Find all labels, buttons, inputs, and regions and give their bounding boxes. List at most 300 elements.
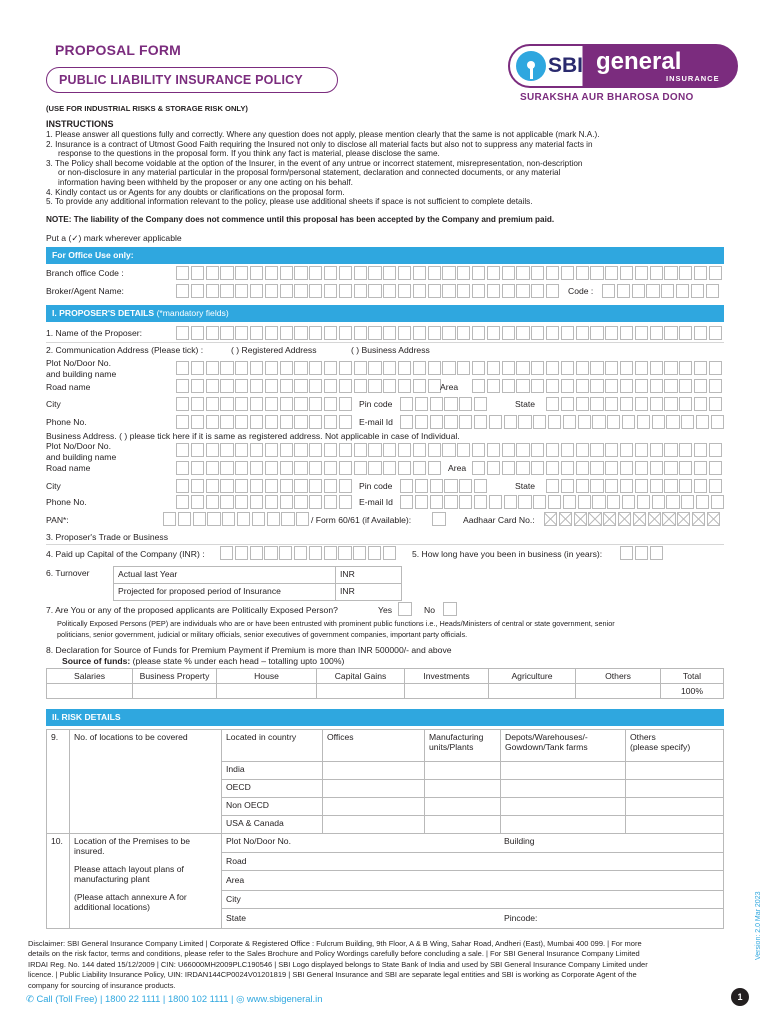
char-box[interactable] xyxy=(250,479,263,493)
char-box[interactable] xyxy=(664,479,677,493)
char-box[interactable] xyxy=(561,266,574,280)
char-box[interactable] xyxy=(324,415,337,429)
char-box[interactable] xyxy=(531,326,544,340)
char-box[interactable] xyxy=(191,415,204,429)
char-box[interactable] xyxy=(354,379,367,393)
char-box[interactable] xyxy=(709,326,722,340)
char-box[interactable] xyxy=(707,512,720,526)
bus-state-boxes[interactable] xyxy=(546,479,724,493)
char-box[interactable] xyxy=(250,361,263,375)
char-box[interactable] xyxy=(487,361,500,375)
phone-boxes[interactable] xyxy=(176,415,354,429)
char-box[interactable] xyxy=(309,461,322,475)
cell[interactable] xyxy=(323,762,425,780)
char-box[interactable] xyxy=(176,479,189,493)
char-box[interactable] xyxy=(207,512,220,526)
char-box[interactable] xyxy=(220,397,233,411)
char-box[interactable] xyxy=(588,512,601,526)
char-box[interactable] xyxy=(250,415,263,429)
char-box[interactable] xyxy=(516,284,529,298)
char-box[interactable] xyxy=(309,379,322,393)
char-box[interactable] xyxy=(620,461,633,475)
char-box[interactable] xyxy=(206,461,219,475)
char-box[interactable] xyxy=(487,443,500,457)
char-box[interactable] xyxy=(516,461,529,475)
char-box[interactable] xyxy=(309,546,322,560)
char-box[interactable] xyxy=(472,461,485,475)
char-box[interactable] xyxy=(459,397,472,411)
char-box[interactable] xyxy=(590,379,603,393)
char-box[interactable] xyxy=(324,361,337,375)
char-box[interactable] xyxy=(650,546,663,560)
char-box[interactable] xyxy=(618,512,631,526)
char-box[interactable] xyxy=(676,284,689,298)
char-box[interactable] xyxy=(661,284,674,298)
char-box[interactable] xyxy=(191,461,204,475)
char-box[interactable] xyxy=(415,415,428,429)
char-box[interactable] xyxy=(620,361,633,375)
char-box[interactable] xyxy=(354,266,367,280)
char-box[interactable] xyxy=(679,379,692,393)
char-box[interactable] xyxy=(339,326,352,340)
char-box[interactable] xyxy=(415,495,428,509)
char-box[interactable] xyxy=(354,443,367,457)
char-box[interactable] xyxy=(176,284,189,298)
cell[interactable] xyxy=(323,816,425,834)
cell[interactable] xyxy=(501,816,626,834)
char-box[interactable] xyxy=(413,284,426,298)
cell[interactable] xyxy=(425,798,501,816)
char-box[interactable] xyxy=(531,443,544,457)
char-box[interactable] xyxy=(324,326,337,340)
char-box[interactable] xyxy=(620,397,633,411)
char-box[interactable] xyxy=(235,379,248,393)
char-box[interactable] xyxy=(339,397,352,411)
char-box[interactable] xyxy=(578,415,591,429)
char-box[interactable] xyxy=(516,379,529,393)
char-box[interactable] xyxy=(383,266,396,280)
char-box[interactable] xyxy=(620,546,633,560)
char-box[interactable] xyxy=(662,512,675,526)
char-box[interactable] xyxy=(339,361,352,375)
char-box[interactable] xyxy=(664,326,677,340)
char-box[interactable] xyxy=(400,495,413,509)
char-box[interactable] xyxy=(280,266,293,280)
char-box[interactable] xyxy=(250,326,263,340)
char-box[interactable] xyxy=(191,443,204,457)
char-box[interactable] xyxy=(383,461,396,475)
char-box[interactable] xyxy=(250,443,263,457)
char-box[interactable] xyxy=(472,284,485,298)
char-box[interactable] xyxy=(206,266,219,280)
char-box[interactable] xyxy=(666,495,679,509)
char-box[interactable] xyxy=(457,326,470,340)
char-box[interactable] xyxy=(502,379,515,393)
cell[interactable] xyxy=(425,762,501,780)
char-box[interactable] xyxy=(265,397,278,411)
sof-cell[interactable] xyxy=(217,684,317,699)
char-box[interactable] xyxy=(502,266,515,280)
char-box[interactable] xyxy=(472,266,485,280)
char-box[interactable] xyxy=(265,361,278,375)
char-box[interactable] xyxy=(250,379,263,393)
char-box[interactable] xyxy=(220,415,233,429)
bus-pin-boxes[interactable] xyxy=(400,479,489,493)
char-box[interactable] xyxy=(353,546,366,560)
char-box[interactable] xyxy=(561,326,574,340)
char-box[interactable] xyxy=(489,495,502,509)
char-box[interactable] xyxy=(561,379,574,393)
char-box[interactable] xyxy=(413,361,426,375)
char-box[interactable] xyxy=(622,415,635,429)
char-box[interactable] xyxy=(442,443,455,457)
char-box[interactable] xyxy=(368,379,381,393)
char-box[interactable] xyxy=(635,266,648,280)
char-box[interactable] xyxy=(605,397,618,411)
char-box[interactable] xyxy=(576,479,589,493)
char-box[interactable] xyxy=(354,361,367,375)
registered-address-option[interactable]: ( ) Registered Address xyxy=(231,345,317,355)
char-box[interactable] xyxy=(280,284,293,298)
char-box[interactable] xyxy=(428,461,441,475)
char-box[interactable] xyxy=(398,266,411,280)
char-box[interactable] xyxy=(576,361,589,375)
char-box[interactable] xyxy=(235,266,248,280)
char-box[interactable] xyxy=(430,397,443,411)
char-box[interactable] xyxy=(635,443,648,457)
char-box[interactable] xyxy=(709,461,722,475)
char-box[interactable] xyxy=(709,361,722,375)
char-box[interactable] xyxy=(206,379,219,393)
sof-cell[interactable] xyxy=(576,684,661,699)
char-box[interactable] xyxy=(309,443,322,457)
char-box[interactable] xyxy=(176,495,189,509)
char-box[interactable] xyxy=(548,495,561,509)
bus-city-boxes[interactable] xyxy=(176,479,354,493)
char-box[interactable] xyxy=(383,546,396,560)
char-box[interactable] xyxy=(442,266,455,280)
char-box[interactable] xyxy=(694,479,707,493)
capital-boxes[interactable] xyxy=(220,546,398,560)
char-box[interactable] xyxy=(546,443,559,457)
char-box[interactable] xyxy=(383,361,396,375)
char-box[interactable] xyxy=(265,284,278,298)
char-box[interactable] xyxy=(280,415,293,429)
char-box[interactable] xyxy=(324,546,337,560)
char-box[interactable] xyxy=(383,284,396,298)
char-box[interactable] xyxy=(559,512,572,526)
char-box[interactable] xyxy=(487,326,500,340)
char-box[interactable] xyxy=(280,443,293,457)
cell[interactable] xyxy=(501,798,626,816)
char-box[interactable] xyxy=(635,461,648,475)
char-box[interactable] xyxy=(250,495,263,509)
char-box[interactable] xyxy=(252,512,265,526)
char-box[interactable] xyxy=(324,284,337,298)
char-box[interactable] xyxy=(338,546,351,560)
char-box[interactable] xyxy=(280,326,293,340)
char-box[interactable] xyxy=(502,326,515,340)
char-box[interactable] xyxy=(309,479,322,493)
char-box[interactable] xyxy=(413,461,426,475)
sof-cell[interactable] xyxy=(47,684,133,699)
char-box[interactable] xyxy=(489,415,502,429)
char-box[interactable] xyxy=(652,415,665,429)
char-box[interactable] xyxy=(709,379,722,393)
char-box[interactable] xyxy=(561,479,574,493)
char-box[interactable] xyxy=(709,443,722,457)
char-box[interactable] xyxy=(546,284,559,298)
char-box[interactable] xyxy=(646,284,659,298)
char-box[interactable] xyxy=(281,512,294,526)
char-box[interactable] xyxy=(605,361,618,375)
char-box[interactable] xyxy=(400,479,413,493)
char-box[interactable] xyxy=(176,415,189,429)
code-boxes[interactable] xyxy=(602,284,720,298)
char-box[interactable] xyxy=(398,461,411,475)
char-box[interactable] xyxy=(294,443,307,457)
char-box[interactable] xyxy=(472,379,485,393)
char-box[interactable] xyxy=(504,415,517,429)
char-box[interactable] xyxy=(459,415,472,429)
char-box[interactable] xyxy=(265,479,278,493)
char-box[interactable] xyxy=(444,397,457,411)
char-box[interactable] xyxy=(206,361,219,375)
char-box[interactable] xyxy=(590,266,603,280)
char-box[interactable] xyxy=(696,495,709,509)
char-box[interactable] xyxy=(250,546,263,560)
char-box[interactable] xyxy=(442,284,455,298)
char-box[interactable] xyxy=(502,284,515,298)
char-box[interactable] xyxy=(561,361,574,375)
char-box[interactable] xyxy=(592,415,605,429)
char-box[interactable] xyxy=(590,397,603,411)
char-box[interactable] xyxy=(546,326,559,340)
cell[interactable] xyxy=(501,780,626,798)
char-box[interactable] xyxy=(235,443,248,457)
char-box[interactable] xyxy=(206,415,219,429)
char-box[interactable] xyxy=(235,326,248,340)
char-box[interactable] xyxy=(637,415,650,429)
char-box[interactable] xyxy=(516,266,529,280)
char-box[interactable] xyxy=(309,495,322,509)
char-box[interactable] xyxy=(502,461,515,475)
cell[interactable] xyxy=(323,780,425,798)
char-box[interactable] xyxy=(368,284,381,298)
char-box[interactable] xyxy=(383,443,396,457)
char-box[interactable] xyxy=(620,379,633,393)
char-box[interactable] xyxy=(679,479,692,493)
char-box[interactable] xyxy=(664,379,677,393)
char-box[interactable] xyxy=(531,461,544,475)
char-box[interactable] xyxy=(711,415,724,429)
char-box[interactable] xyxy=(648,512,661,526)
form60-checkbox[interactable] xyxy=(432,512,446,526)
char-box[interactable] xyxy=(339,495,352,509)
char-box[interactable] xyxy=(457,266,470,280)
char-box[interactable] xyxy=(709,266,722,280)
char-box[interactable] xyxy=(605,479,618,493)
char-box[interactable] xyxy=(324,266,337,280)
char-box[interactable] xyxy=(294,379,307,393)
pep-no-checkbox[interactable] xyxy=(443,602,457,616)
char-box[interactable] xyxy=(576,443,589,457)
char-box[interactable] xyxy=(250,397,263,411)
char-box[interactable] xyxy=(546,379,559,393)
plot-boxes[interactable] xyxy=(176,361,723,375)
char-box[interactable] xyxy=(280,361,293,375)
char-box[interactable] xyxy=(605,266,618,280)
char-box[interactable] xyxy=(398,443,411,457)
char-box[interactable] xyxy=(368,443,381,457)
char-box[interactable] xyxy=(398,361,411,375)
bus-phone-boxes[interactable] xyxy=(176,495,354,509)
char-box[interactable] xyxy=(487,284,500,298)
cell[interactable] xyxy=(626,816,724,834)
char-box[interactable] xyxy=(339,461,352,475)
char-box[interactable] xyxy=(664,461,677,475)
char-box[interactable] xyxy=(191,266,204,280)
road-boxes[interactable] xyxy=(176,379,442,393)
char-box[interactable] xyxy=(457,443,470,457)
char-box[interactable] xyxy=(607,415,620,429)
char-box[interactable] xyxy=(235,284,248,298)
char-box[interactable] xyxy=(220,495,233,509)
char-box[interactable] xyxy=(398,326,411,340)
inr-actual[interactable]: INR xyxy=(336,567,402,584)
char-box[interactable] xyxy=(294,266,307,280)
char-box[interactable] xyxy=(294,461,307,475)
char-box[interactable] xyxy=(428,266,441,280)
char-box[interactable] xyxy=(430,415,443,429)
char-box[interactable] xyxy=(235,495,248,509)
char-box[interactable] xyxy=(622,495,635,509)
char-box[interactable] xyxy=(294,415,307,429)
char-box[interactable] xyxy=(265,266,278,280)
char-box[interactable] xyxy=(163,512,176,526)
sof-cell[interactable] xyxy=(317,684,405,699)
char-box[interactable] xyxy=(650,461,663,475)
bus-email-boxes[interactable] xyxy=(400,495,726,509)
char-box[interactable] xyxy=(191,379,204,393)
char-box[interactable] xyxy=(620,326,633,340)
bus-road-boxes[interactable] xyxy=(176,461,442,475)
char-box[interactable] xyxy=(250,266,263,280)
char-box[interactable] xyxy=(294,284,307,298)
char-box[interactable] xyxy=(531,361,544,375)
char-box[interactable] xyxy=(590,361,603,375)
char-box[interactable] xyxy=(280,397,293,411)
char-box[interactable] xyxy=(561,397,574,411)
char-box[interactable] xyxy=(502,361,515,375)
proposer-name-boxes[interactable] xyxy=(176,326,723,340)
char-box[interactable] xyxy=(677,512,690,526)
char-box[interactable] xyxy=(265,379,278,393)
char-box[interactable] xyxy=(220,284,233,298)
char-box[interactable] xyxy=(398,284,411,298)
char-box[interactable] xyxy=(664,397,677,411)
char-box[interactable] xyxy=(533,495,546,509)
char-box[interactable] xyxy=(590,461,603,475)
char-box[interactable] xyxy=(280,379,293,393)
char-box[interactable] xyxy=(294,326,307,340)
char-box[interactable] xyxy=(681,495,694,509)
char-box[interactable] xyxy=(428,443,441,457)
char-box[interactable] xyxy=(339,443,352,457)
bus-plot-boxes[interactable] xyxy=(176,443,723,457)
char-box[interactable] xyxy=(605,461,618,475)
char-box[interactable] xyxy=(324,443,337,457)
char-box[interactable] xyxy=(176,443,189,457)
char-box[interactable] xyxy=(444,415,457,429)
char-box[interactable] xyxy=(309,415,322,429)
years-boxes[interactable] xyxy=(620,546,664,560)
char-box[interactable] xyxy=(265,443,278,457)
char-box[interactable] xyxy=(309,284,322,298)
char-box[interactable] xyxy=(664,443,677,457)
char-box[interactable] xyxy=(250,461,263,475)
char-box[interactable] xyxy=(696,415,709,429)
char-box[interactable] xyxy=(428,284,441,298)
char-box[interactable] xyxy=(635,361,648,375)
char-box[interactable] xyxy=(518,495,531,509)
char-box[interactable] xyxy=(576,461,589,475)
char-box[interactable] xyxy=(650,266,663,280)
char-box[interactable] xyxy=(400,415,413,429)
char-box[interactable] xyxy=(235,361,248,375)
char-box[interactable] xyxy=(516,443,529,457)
char-box[interactable] xyxy=(267,512,280,526)
char-box[interactable] xyxy=(691,284,704,298)
char-box[interactable] xyxy=(620,443,633,457)
state-boxes[interactable] xyxy=(546,397,724,411)
business-address-option[interactable]: ( ) Business Address xyxy=(351,345,430,355)
char-box[interactable] xyxy=(635,379,648,393)
cell[interactable] xyxy=(425,780,501,798)
char-box[interactable] xyxy=(280,495,293,509)
char-box[interactable] xyxy=(176,461,189,475)
cell[interactable] xyxy=(501,762,626,780)
char-box[interactable] xyxy=(694,361,707,375)
char-box[interactable] xyxy=(563,415,576,429)
sof-cell[interactable] xyxy=(133,684,217,699)
char-box[interactable] xyxy=(633,512,646,526)
char-box[interactable] xyxy=(294,546,307,560)
char-box[interactable] xyxy=(679,461,692,475)
char-box[interactable] xyxy=(265,415,278,429)
cell[interactable] xyxy=(626,762,724,780)
char-box[interactable] xyxy=(383,326,396,340)
char-box[interactable] xyxy=(220,266,233,280)
char-box[interactable] xyxy=(546,461,559,475)
char-box[interactable] xyxy=(354,326,367,340)
char-box[interactable] xyxy=(294,479,307,493)
char-box[interactable] xyxy=(681,415,694,429)
char-box[interactable] xyxy=(457,284,470,298)
char-box[interactable] xyxy=(413,379,426,393)
char-box[interactable] xyxy=(474,495,487,509)
pep-yes-checkbox[interactable] xyxy=(398,602,412,616)
broker-name-boxes[interactable] xyxy=(176,284,561,298)
char-box[interactable] xyxy=(222,512,235,526)
char-box[interactable] xyxy=(679,443,692,457)
char-box[interactable] xyxy=(620,479,633,493)
char-box[interactable] xyxy=(415,397,428,411)
cell[interactable] xyxy=(626,780,724,798)
char-box[interactable] xyxy=(294,361,307,375)
char-box[interactable] xyxy=(544,512,557,526)
char-box[interactable] xyxy=(694,443,707,457)
